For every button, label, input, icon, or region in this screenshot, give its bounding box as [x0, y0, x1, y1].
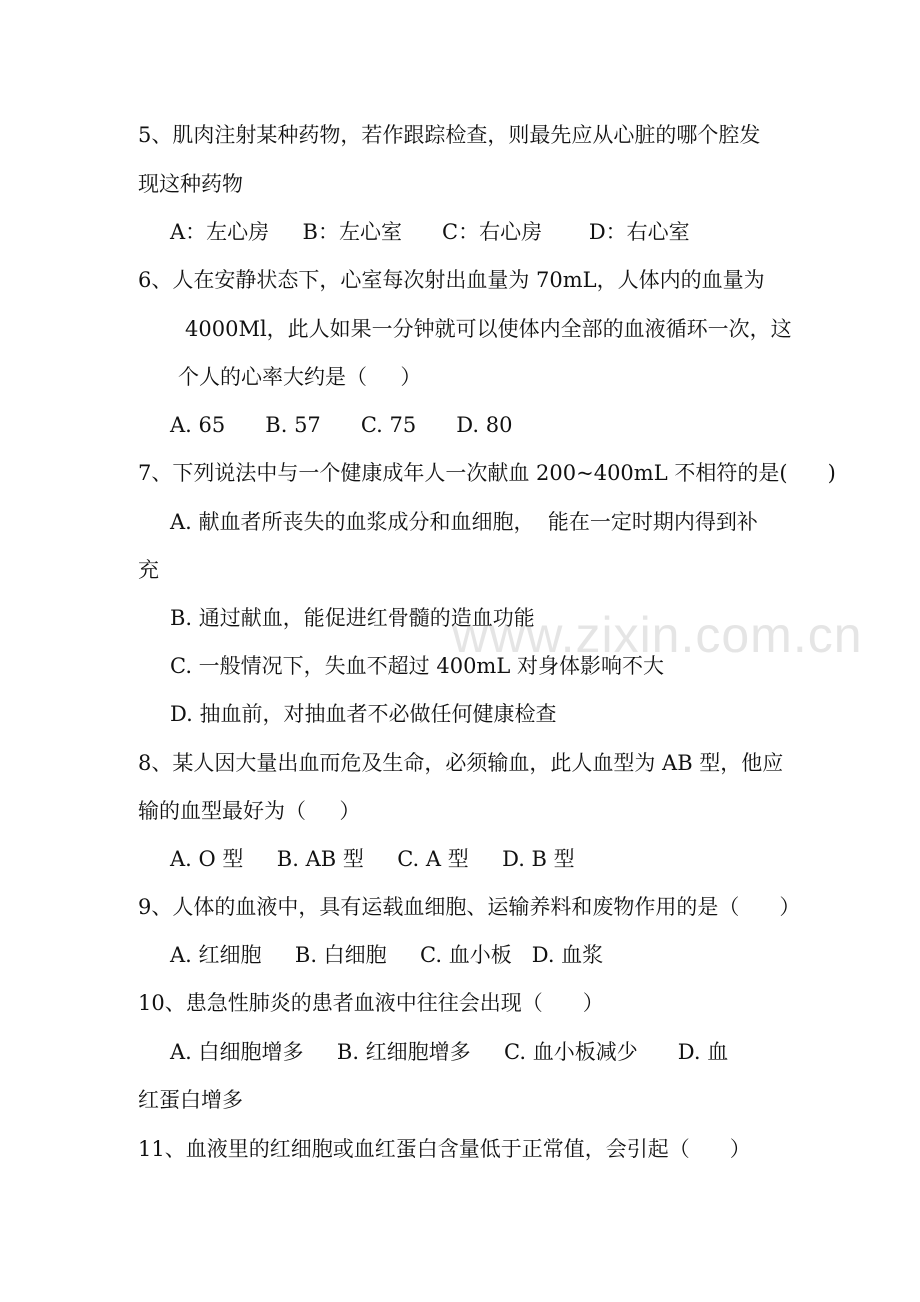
q7-option-d: D. 抽血前，对抽血者不必做任何健康检查: [170, 702, 557, 726]
q6-stem-line3: 个人的心率大约是（ ）: [178, 365, 422, 389]
q8-stem-line1: 8、某人因大量出血而危及生命，必须输血，此人血型为 AB 型，他应: [138, 751, 784, 775]
q10-stem: 10、患急性肺炎的患者血液中往往会出现（ ）: [138, 991, 604, 1015]
q8-options: A. O 型 B. AB 型 C. A 型 D. B 型: [170, 847, 575, 871]
q5-stem-line2: 现这种药物: [138, 172, 243, 196]
q7-option-a-line2: 充: [138, 558, 159, 582]
q7-option-b: B. 通过献血，能促进红骨髓的造血功能: [170, 606, 535, 630]
q9-options: A. 红细胞 B. 白细胞 C. 血小板 D. 血浆: [170, 943, 604, 967]
q8-stem-line2: 输的血型最好为（ ）: [138, 799, 361, 823]
q11-stem: 11、血液里的红细胞或血红蛋白含量低于正常值，会引起（ ）: [138, 1137, 751, 1161]
q9-stem: 9、人体的血液中，具有运载血细胞、运输养料和废物作用的是（ ）: [138, 895, 801, 919]
q7-stem: 7、下列说法中与一个健康成年人一次献血 200~400mL 不相符的是( ): [138, 461, 836, 485]
q7-option-a-line1: A. 献血者所丧失的血浆成分和血细胞， 能在一定时期内得到补: [170, 510, 758, 534]
watermark: www.zixin.com.cn: [452, 607, 863, 663]
q5-stem-line1: 5、肌肉注射某种药物，若作跟踪检查，则最先应从心脏的哪个腔发: [138, 123, 761, 147]
q10-options-line2: 红蛋白增多: [138, 1088, 243, 1112]
q6-stem-line2: 4000Ml，此人如果一分钟就可以使体内全部的血液循环一次，这: [185, 317, 792, 341]
q5-options: A：左心房 B：左心室 C：右心房 D：右心室: [170, 220, 690, 244]
q6-stem-line1: 6、人在安静状态下，心室每次射出血量为 70mL，人体内的血量为: [138, 268, 765, 292]
q10-options-line1: A. 白细胞增多 B. 红细胞增多 C. 血小板减少 D. 血: [170, 1040, 729, 1064]
q7-option-c: C. 一般情况下，失血不超过 400mL 对身体影响不大: [170, 654, 664, 678]
q6-options: A. 65 B. 57 C. 75 D. 80: [170, 413, 513, 437]
